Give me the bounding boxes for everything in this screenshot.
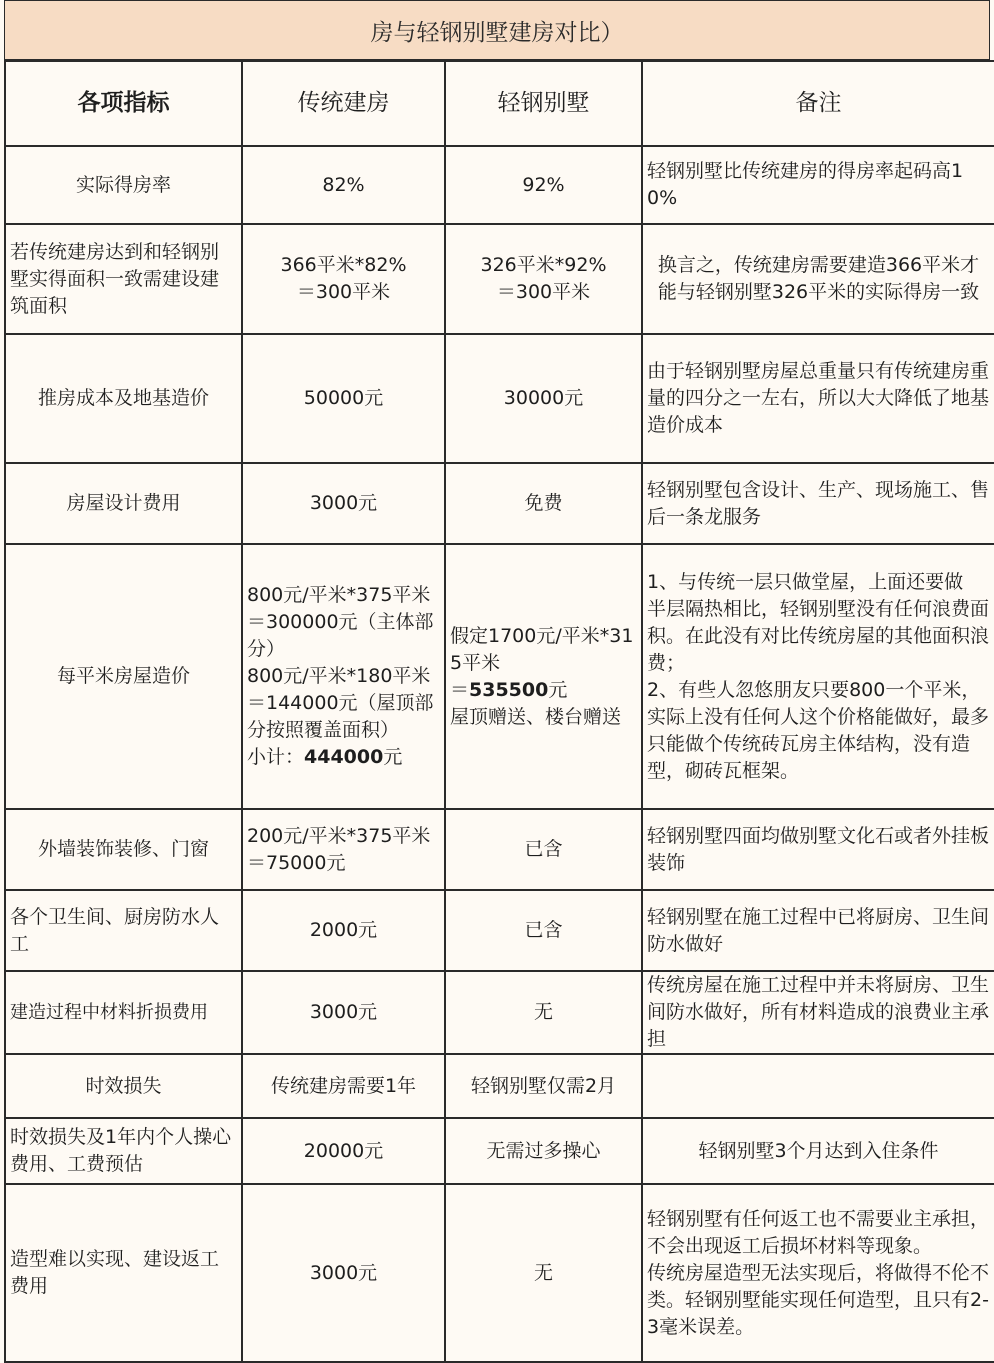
traditional-cell: 传统建房需要1年 [242, 1054, 445, 1118]
header-remarks: 备注 [642, 61, 994, 146]
table-row [5, 1118, 994, 1184]
row-label: 房屋设计费用 [5, 463, 242, 544]
table-title: 房与轻钢别墅建房对比） [4, 0, 990, 60]
light-steel-cell: 无 [445, 971, 642, 1054]
row-label: 实际得房率 [5, 146, 242, 224]
header-indicator: 各项指标 [5, 61, 242, 146]
remark-cell [642, 1054, 994, 1118]
traditional-cell: 20000元 [242, 1118, 445, 1184]
row-label: 时效损失及1年内个人操心费用、工费预估 [5, 1118, 242, 1184]
table-row [5, 971, 994, 1054]
remark-cell: 轻钢别墅四面均做别墅文化石或者外挂板装饰 [642, 809, 994, 890]
traditional-cell: 3000元 [242, 971, 445, 1054]
table-row [5, 809, 994, 890]
remark-cell: 传统房屋在施工过程中并未将厨房、卫生间防水做好，所有材料造成的浪费业主承担 [642, 971, 994, 1054]
light-steel-total-unit: 元 屋顶赠送、楼台赠送 [450, 678, 622, 728]
comparison-table [4, 60, 994, 1363]
traditional-cell: 82% [242, 146, 445, 224]
row-label: 若传统建房达到和轻钢别墅实得面积一致需建设建筑面积 [5, 224, 242, 334]
remark-cell: 轻钢别墅有任何返工也不需要业主承担，不会出现返工后损坏材料等现象。 传统房屋造型无法实现后，将做得不伦不类。轻钢别墅能实现任何造型，且只有2-3毫米误差。 [642, 1184, 994, 1362]
remark-cell: 1、与传统一层只做堂屋，上面还要做 半层隔热相比，轻钢别墅没有任何浪费面积。在此没有对比传统房屋的其他面积浪费； 2、有些人忽悠朋友只要800一个平米，实际上没有任何人这个价格能做好，最多只能做个传统砖瓦房主体结构，没有造型，砌砖瓦框架。 [642, 544, 994, 809]
row-label: 外墙装饰装修、门窗 [5, 809, 242, 890]
traditional-cell: 366平米*82% ＝300平米 [242, 224, 445, 334]
row-label: 时效损失 [5, 1054, 242, 1118]
light-steel-cell [445, 544, 642, 809]
light-steel-cell: 无需过多操心 [445, 1118, 642, 1184]
remark-cell: 轻钢别墅在施工过程中已将厨房、卫生间防水做好 [642, 890, 994, 971]
table-row [5, 334, 994, 463]
light-steel-cell: 已含 [445, 890, 642, 971]
remark-cell: 轻钢别墅3个月达到入住条件 [642, 1118, 994, 1184]
traditional-cell: 50000元 [242, 334, 445, 463]
table-row [5, 1054, 994, 1118]
table-row [5, 890, 994, 971]
remark-cell: 由于轻钢别墅房屋总重量只有传统建房重量的四分之一左右，所以大大降低了地基造价成本 [642, 334, 994, 463]
traditional-cell: 3000元 [242, 463, 445, 544]
light-steel-cell: 30000元 [445, 334, 642, 463]
row-label: 推房成本及地基造价 [5, 334, 242, 463]
table-row [5, 224, 994, 334]
light-steel-cell: 无 [445, 1184, 642, 1362]
light-steel-calc-text: 假定1700元/平米*315平米 ＝ [450, 624, 634, 701]
light-steel-total: 535500 [469, 678, 549, 701]
light-steel-cell: 已含 [445, 809, 642, 890]
table-row [5, 146, 994, 224]
remark-cell: 轻钢别墅比传统建房的得房率起码高10% [642, 146, 994, 224]
header-light-steel: 轻钢别墅 [445, 61, 642, 146]
row-label: 建造过程中材料折损费用 [5, 971, 242, 1054]
traditional-cell: 2000元 [242, 890, 445, 971]
header-traditional: 传统建房 [242, 61, 445, 146]
row-label: 造型难以实现、建设返工费用 [5, 1184, 242, 1362]
table-row [5, 544, 994, 809]
light-steel-cell: 免费 [445, 463, 642, 544]
traditional-subtotal: 444000 [304, 746, 384, 768]
table-row [5, 463, 994, 544]
light-steel-cell: 326平米*92% ＝300平米 [445, 224, 642, 334]
traditional-cell [242, 544, 445, 809]
row-label: 每平米房屋造价 [5, 544, 242, 809]
light-steel-cell: 轻钢别墅仅需2月 [445, 1054, 642, 1118]
light-steel-cell: 92% [445, 146, 642, 224]
remark-cell: 轻钢别墅包含设计、生产、现场施工、售后一条龙服务 [642, 463, 994, 544]
traditional-subtotal-unit: 元 [383, 746, 403, 768]
traditional-cell: 200元/平米*375平米 ＝75000元 [242, 809, 445, 890]
header-row [5, 61, 994, 146]
traditional-calc-text: 800元/平米*375平米 ＝300000元（主体部分） 800元/平米*180平米 ＝144000元（屋顶部分按照覆盖面积） 小计： [247, 584, 434, 768]
row-label: 各个卫生间、厨房防水人工 [5, 890, 242, 971]
table-row [5, 1184, 994, 1362]
traditional-cell: 3000元 [242, 1184, 445, 1362]
remark-cell: 换言之，传统建房需要建造366平米才 能与轻钢别墅326平米的实际得房一致 [642, 224, 994, 334]
